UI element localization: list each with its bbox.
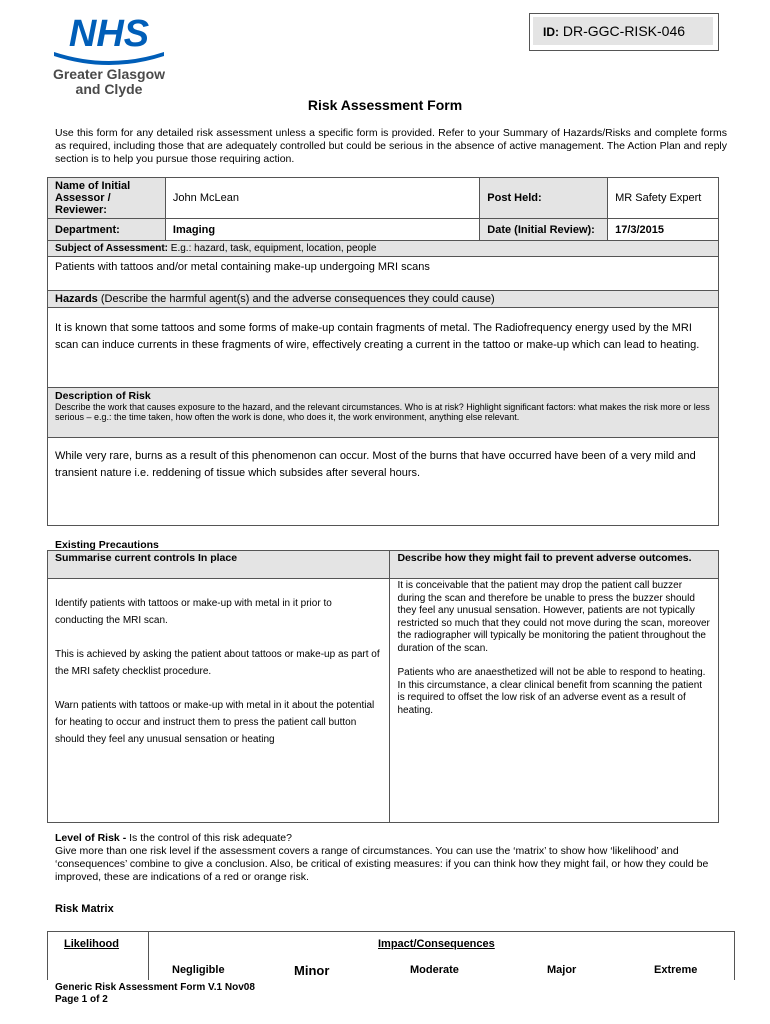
subject-value: Patients with tattoos and/or metal containing make-up undergoing MRI scans xyxy=(48,257,719,291)
assessor-value: John McLean xyxy=(165,178,479,219)
post-label: Post Held: xyxy=(480,178,608,219)
date-label: Date (Initial Review): xyxy=(480,219,608,241)
document-id-box xyxy=(529,13,719,51)
nhs-logo xyxy=(44,12,174,100)
nhs-logo-text: NHS xyxy=(68,13,150,55)
failure-header: Describe how they might fail to prevent adverse outcomes. xyxy=(390,551,719,579)
controls-cell xyxy=(48,579,390,823)
department-label: Department: xyxy=(48,219,166,241)
impact-level-extreme: Extreme xyxy=(654,964,698,976)
failure-paragraph-2: Patients who are anaesthetized will not be able to respond to heating. In this circumstance, a clear clinical benefit from scanning the patient is required to offset the low risk of an adverse event as a result of heating. xyxy=(397,667,706,716)
footer-form-version: Generic Risk Assessment Form V.1 Nov08 xyxy=(55,982,255,993)
impact-header: Impact/Consequences xyxy=(378,938,495,950)
precautions-table xyxy=(47,550,719,823)
post-value: MR Safety Expert xyxy=(608,178,719,219)
hazards-hint: (Describe the harmful agent(s) and the adverse consequences they could cause) xyxy=(100,293,495,305)
risk-value: While very rare, burns as a result of this phenomenon can occur. Most of the burns that have occurred have been of a very mild and transient nature i.e. reddening of tissue which subsides after several hours. xyxy=(48,438,719,526)
impact-level-major: Major xyxy=(547,964,577,976)
risk-label: Description of Risk xyxy=(55,390,151,402)
document-id-field xyxy=(533,17,713,45)
risk-matrix xyxy=(47,931,735,980)
page-footer xyxy=(55,982,255,1006)
department-value: Imaging xyxy=(165,219,479,241)
level-label: Level of Risk - xyxy=(55,832,127,844)
subject-label: Subject of Assessment: xyxy=(55,243,168,254)
controls-header: Summarise current controls In place xyxy=(48,551,390,579)
risk-matrix-title: Risk Matrix xyxy=(55,903,114,915)
risk-header xyxy=(48,388,719,438)
assessment-table xyxy=(47,177,719,526)
assessor-label: Name of Initial Assessor / Reviewer: xyxy=(48,178,166,219)
matrix-divider xyxy=(148,932,149,980)
nhs-logo-graphic xyxy=(44,12,174,68)
failure-paragraph-1: It is conceivable that the patient may drop the patient call buzzer during the scan and therefore be unable to press the buzzer should they feel any unusual sensation. However, patients are not typically restricted so much that they could not move during the scan, moreover the radiographer will typically be monitoring the patient throughout the duration of the scan. xyxy=(397,580,710,654)
hazards-value: It is known that some tattoos and some forms of make-up contain fragments of metal. The Radiofrequency energy used by the MRI scan can induce currents in these fragments of wire, effectively creating a current in the tattoo or make-up which can lead to heating. xyxy=(48,308,719,388)
impact-level-negligible: Negligible xyxy=(172,964,225,976)
intro-text: Use this form for any detailed risk assessment unless a specific form is provided. Refer to your Summary of Hazards/Risks and complete forms as required, including those that are adequately controlled but could be serious in the absence of active management. The Action Plan and reply section is to help you pursue those requiring action. xyxy=(55,127,727,165)
document-id-label: ID: xyxy=(543,25,559,39)
level-of-risk xyxy=(55,832,727,884)
level-question: Is the control of this risk adequate? xyxy=(129,832,292,844)
document-id-value: DR-GGC-RISK-046 xyxy=(562,23,686,39)
controls-paragraph-1: Identify patients with tattoos or make-up with metal in it prior to conducting the MRI scan. xyxy=(55,598,332,626)
org-name-line1: Greater Glasgow xyxy=(52,66,166,82)
org-name-line2: and Clyde xyxy=(75,81,143,97)
precautions-label: Existing Precautions xyxy=(55,539,159,551)
hazards-header xyxy=(48,291,719,308)
date-value: 17/3/2015 xyxy=(608,219,719,241)
risk-hint: Describe the work that causes exposure to the hazard, and the relevant circumstances. Who is at risk? Highlight significant factors: what makes the risk more or less serious – e.g.: the time taken, how often the work is done, who does it, the work environment, anything else relevant. xyxy=(55,402,710,422)
likelihood-header: Likelihood xyxy=(64,938,119,950)
hazards-label: Hazards xyxy=(55,293,98,305)
failure-cell xyxy=(390,579,719,823)
footer-page-number: Page 1 of 2 xyxy=(55,994,108,1005)
subject-header xyxy=(48,241,719,257)
subject-hint: E.g.: hazard, task, equipment, location, people xyxy=(170,243,377,254)
impact-level-minor: Minor xyxy=(294,963,330,978)
form-title: Risk Assessment Form xyxy=(307,97,463,113)
controls-paragraph-3: Warn patients with tattoos or make-up with metal in it about the potential for heating to occur and instruct them to press the patient call button should they feel any unusual sensation or heating xyxy=(55,700,375,745)
controls-paragraph-2: This is achieved by asking the patient about tattoos or make-up as part of the MRI safety checklist procedure. xyxy=(55,649,380,677)
impact-level-moderate: Moderate xyxy=(410,964,459,976)
level-text: Give more than one risk level if the assessment covers a range of circumstances. You can use the ‘matrix’ to show how ‘likelihood’ and ‘consequences’ combine to give a conclusion. Also, be critical of existing measures: if you can think how they might fail, or how they could be improved, these are indications of a red or orange risk. xyxy=(55,845,709,883)
